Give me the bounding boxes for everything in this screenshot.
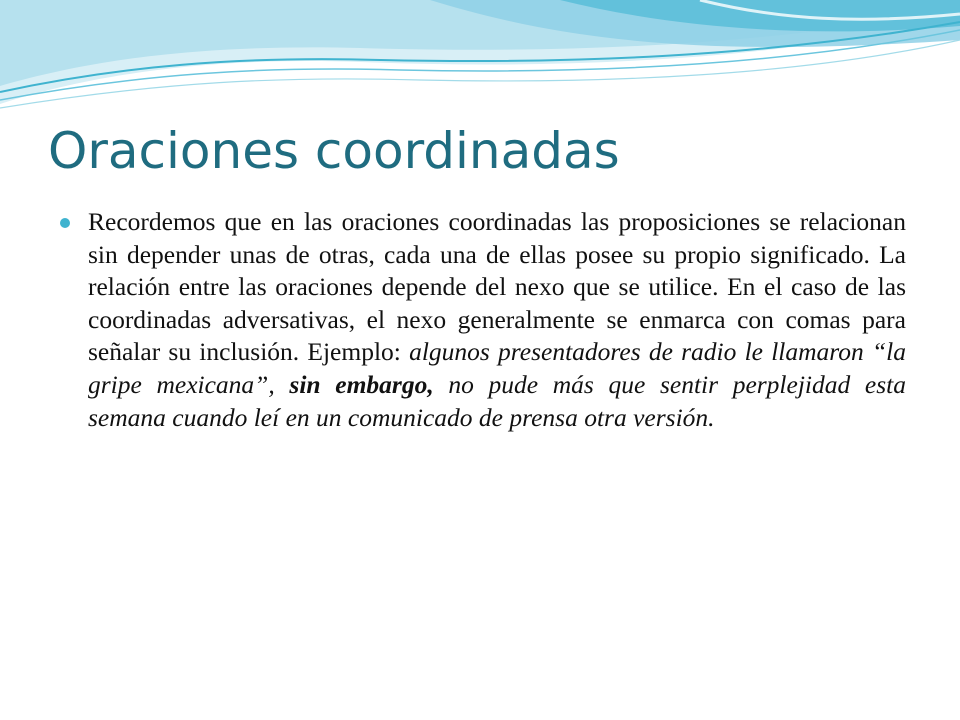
bullet-text <box>88 206 906 434</box>
example-text-end: no pude más que sentir perplejidad esta semana cuando leí en un comunicado de prensa otra versión. <box>88 369 906 432</box>
bullet-list <box>60 206 906 434</box>
bullet-body-text: Recordemos que en las oraciones coordinadas las proposiciones se relacionan sin depender unas de otras, cada una de ellas posee su propio significado. La relación entre las oraciones depende del nexo que se utilice. En el caso de las coordinadas adversativas, el nexo generalmente se enmarca con comas para señalar su inclusión. Ejemplo: <box>88 207 906 367</box>
bullet-item <box>60 206 906 434</box>
example-text-start: algunos presentadores de radio le llamaron “la gripe mexicana”, <box>88 337 906 399</box>
header-wave-decoration <box>0 0 960 120</box>
example-nexus: sin embargo, <box>289 369 434 399</box>
bullet-dot-icon <box>60 218 70 228</box>
slide-title: Oraciones coordinadas <box>48 122 620 180</box>
